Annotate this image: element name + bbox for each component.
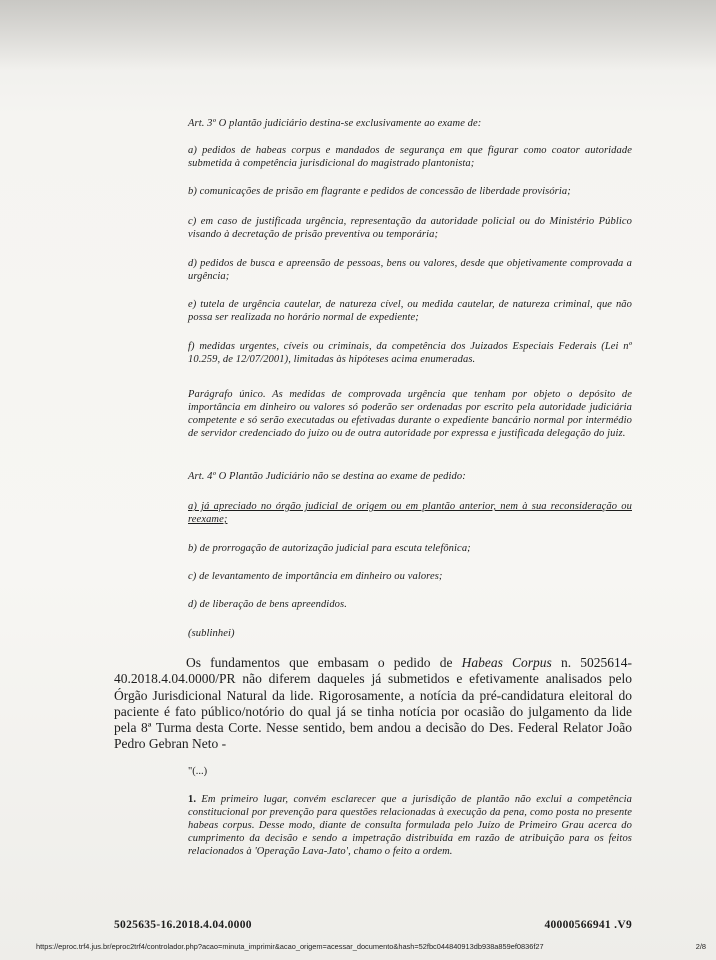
item-number: 1. [188, 794, 197, 805]
quote-item-a: a) pedidos de habeas corpus e mandados de segurança em que figurar como coator autoridade submetida à competência jurisdicional do magistrado plantonista; [188, 145, 632, 169]
quote-item-f: f) medidas urgentes, cíveis ou criminais, da competência dos Juizados Especiais Federais (Lei nº 10.259, de 12/07/2001), limitadas às hipóteses acima enumeradas. [188, 341, 632, 365]
item-text: Em primeiro lugar, convém esclarecer que a jurisdição de plantão não exclui a competência constitucional por prevenção para questões relacionadas à execução da pena, como posta no presente habeas corpus. Desse modo, diante de consulta formulada pelo Juízo de Primeiro Grau acerca do cumprimento da decisão e sendo a impetração distribuída em razão de atribuição para os feitos relacionados à 'Operação Lava-Jato', chamo o feito a ordem. [188, 794, 632, 857]
quote-item-b4: b) de prorrogação de autorização judicial para escuta telefônica; [188, 543, 471, 554]
photo-shadow [0, 0, 716, 70]
quote-sublinhei: (sublinhei) [188, 628, 235, 639]
body-paragraph [114, 655, 632, 753]
quote-opening: "(...) [188, 766, 208, 777]
quote-item-a4: a) já apreciado no órgão judicial de origem ou em plantão anterior, nem à sua reconsideração ou reexame; [188, 501, 632, 525]
body-text-habeas-corpus: Habeas Corpus [461, 655, 552, 670]
quote-art3: Art. 3º O plantão judiciário destina-se exclusivamente ao exame de: [188, 118, 482, 129]
page-number: 2/8 [695, 942, 706, 951]
quote-item-c4: c) de levantamento de importância em dinheiro ou valores; [188, 571, 443, 582]
body-text-rest: n. 5025614-40.2018.4.04.0000/PR não diferem daqueles já submetidos e efetivamente analisados pelo Órgão Jurisdicional Natural da lide. Rigorosamente, a notícia da pré-candidatura eleitoral do paciente é fato público/notório do qual já se tinha notícia por ocasião do julgamento da lide pela 8ª Turma desta Corte. Nesse sentido, bem andou a decisão do Des. Federal Relator João Pedro Gebran Neto - [114, 655, 632, 752]
quote-paragrafo-unico: Parágrafo único. As medidas de comprovada urgência que tenham por objeto o depósito de importância em dinheiro ou valores só poderão ser ordenadas por escrito pela autoridade judiciária competente e só serão executadas ou efetivadas durante o expediente bancário normal por intermédio de servidor credenciado do juízo ou de outra autoridade por expressa e justificada delegação do juiz. [188, 389, 632, 439]
quote-item-e: e) tutela de urgência cautelar, de natureza cível, ou medida cautelar, de natureza criminal, que não possa ser realizada no horário normal de expediente; [188, 299, 632, 323]
body-text-start: Os fundamentos que embasam o pedido de [186, 655, 462, 670]
quoted-decision-item-1 [188, 793, 632, 858]
quote-item-d: d) pedidos de busca e apreensão de pessoas, bens ou valores, desde que objetivamente comprovada a urgência; [188, 258, 632, 282]
document-code: 40000566941 .V9 [544, 919, 632, 931]
document-number: 5025635-16.2018.4.04.0000 [114, 919, 252, 931]
quote-art4: Art. 4º O Plantão Judiciário não se destina ao exame de pedido: [188, 471, 466, 482]
print-url: https://eproc.trf4.jus.br/eproc2trf4/controlador.php?acao=minuta_imprimir&acao_origem=acessar_documento&hash=52fbc044840913db938a859ef0836f27 [36, 942, 544, 951]
quote-item-b: b) comunicações de prisão em flagrante e pedidos de concessão de liberdade provisória; [188, 186, 571, 197]
quote-item-d4: d) de liberação de bens apreendidos. [188, 599, 347, 610]
quote-item-c: c) em caso de justificada urgência, representação da autoridade policial ou do Ministério Público visando à decretação de prisão preventiva ou temporária; [188, 216, 632, 240]
